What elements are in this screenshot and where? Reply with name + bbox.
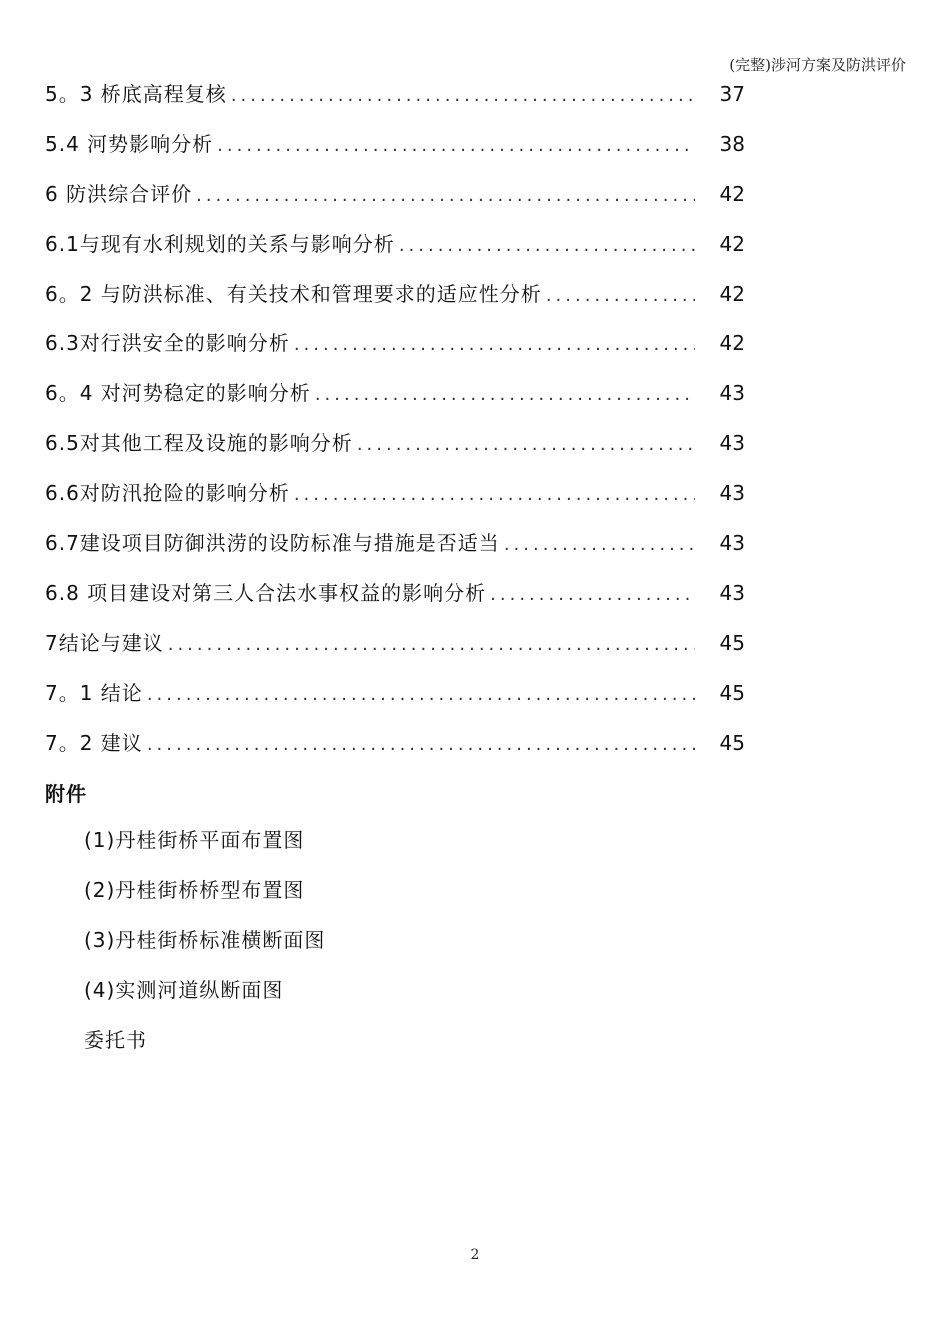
- toc-entry-title: 6.7建设项目防御洪涝的设防标准与措施是否适当: [45, 531, 500, 556]
- page-header: (完整)涉河方案及防洪评价: [729, 56, 906, 74]
- dot-leader: [217, 133, 695, 159]
- dot-leader: [147, 732, 695, 758]
- attachment-item: (4)实测河道纵断面图: [84, 977, 284, 1002]
- attachment-item: (2)丹桂街桥桥型布置图: [84, 877, 305, 902]
- toc-entry: [45, 330, 745, 380]
- toc-entry: [45, 630, 745, 680]
- dot-leader: [294, 332, 695, 358]
- toc-entry-title: 5.4 河势影响分析: [45, 131, 214, 156]
- toc-entry-page: 45: [719, 630, 745, 655]
- dot-leader: [490, 582, 695, 608]
- dot-leader: [231, 83, 695, 109]
- toc-entry-page: 42: [719, 231, 745, 256]
- toc-entry-title: 7结论与建议: [45, 630, 164, 655]
- toc-entry-page: 45: [719, 680, 745, 705]
- toc-entry: [45, 430, 745, 480]
- table-of-contents: [45, 81, 745, 779]
- dot-leader: [399, 233, 695, 259]
- dot-leader: [147, 682, 695, 708]
- toc-entry-title: 6.8 项目建设对第三人合法水事权益的影响分析: [45, 580, 487, 605]
- toc-entry-page: 38: [719, 131, 745, 156]
- dot-leader: [294, 482, 695, 508]
- toc-entry: [45, 480, 745, 530]
- toc-entry-title: 6.1与现有水利规划的关系与影响分析: [45, 231, 395, 256]
- toc-entry-page: 43: [719, 580, 745, 605]
- toc-entry-page: 43: [719, 481, 745, 506]
- toc-entry: [45, 530, 745, 580]
- toc-entry-title: 7。1 结论: [45, 680, 143, 705]
- toc-entry: [45, 730, 745, 780]
- dot-leader: [315, 382, 695, 408]
- toc-entry-page: 42: [719, 181, 745, 206]
- attachments-heading: 附件: [45, 782, 87, 806]
- toc-entry-page: 37: [719, 82, 745, 106]
- dot-leader: [504, 532, 695, 558]
- toc-entry: [45, 580, 745, 630]
- toc-entry-title: 6。2 与防洪标准、有关技术和管理要求的适应性分析: [45, 281, 542, 306]
- dot-leader: [168, 632, 695, 658]
- toc-entry: [45, 380, 745, 430]
- toc-entry-page: 42: [719, 281, 745, 306]
- attachment-item: (3)丹桂街桥标准横断面图: [84, 927, 326, 952]
- toc-entry-title: 6.6对防汛抢险的影响分析: [45, 481, 290, 506]
- dot-leader: [196, 183, 695, 209]
- toc-entry-title: 6.3对行洪安全的影响分析: [45, 331, 290, 356]
- toc-entry: [45, 131, 745, 181]
- toc-entry-page: 42: [719, 331, 745, 356]
- toc-entry-page: 45: [719, 730, 745, 755]
- toc-entry: [45, 281, 745, 331]
- toc-entry-title: 5。3 桥底高程复核: [45, 82, 227, 106]
- attachment-item: 委托书: [84, 1027, 147, 1052]
- toc-entry-page: 43: [719, 381, 745, 406]
- dot-leader: [546, 283, 695, 309]
- toc-entry-page: 43: [719, 531, 745, 556]
- toc-entry: [45, 181, 745, 231]
- toc-entry-title: 6 防洪综合评价: [45, 181, 193, 206]
- toc-entry-title: 6。4 对河势稳定的影响分析: [45, 381, 311, 406]
- toc-entry: [45, 231, 745, 281]
- toc-entry-page: 43: [719, 431, 745, 456]
- attachment-item: (1)丹桂街桥平面布置图: [84, 828, 305, 852]
- page-number: 2: [470, 1247, 480, 1263]
- toc-entry: [45, 81, 745, 131]
- toc-entry: [45, 680, 745, 730]
- toc-entry-title: 6.5对其他工程及设施的影响分析: [45, 431, 353, 456]
- toc-entry-title: 7。2 建议: [45, 730, 143, 755]
- attachments-list: [84, 827, 325, 1076]
- dot-leader: [357, 432, 695, 458]
